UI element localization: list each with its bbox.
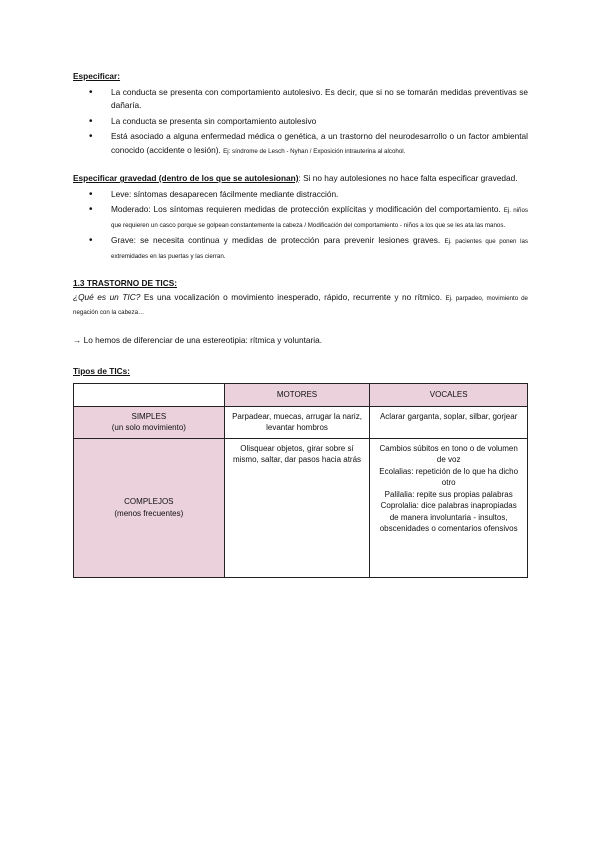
tics-definition [73,291,528,320]
item-text: Está asociado a alguna enfermedad médica o genética, a un trastorno del neurodesarrollo o un factor ambiental conocido (accidente o lesión). [111,131,528,155]
row-label: COMPLEJOS [124,497,174,506]
severity-heading: Especificar gravedad (dentro de los que se autolesionan) [73,173,299,183]
vocal-item: Ecolalias: repetición de lo que ha dicho otro [379,466,519,487]
severity-list [73,188,528,264]
row-label: SIMPLES [131,411,167,421]
table-row [74,438,528,577]
item-text: Grave: se necesita continua y medidas de protección para prevenir lesiones graves. [111,235,441,245]
list-item [111,203,528,232]
item-text: La conducta se presenta sin comportamiento autolesivo [111,115,317,126]
tics-answer-note: Ej. parpadeo, movimiento de negación con la cabeza… [73,294,528,316]
item-text: Leve: síntomas desaparecen fácilmente mediante distracción. [111,188,339,199]
item-text: Moderado: Los síntomas requieren medidas de protección explícitas y modificación del comportamiento. [111,204,501,214]
specify-list [73,86,528,159]
document-page [73,70,528,578]
empty-cell [74,383,225,406]
stereotypy-note: → Lo hemos de diferenciar de una estereotipia: rítmica y voluntaria. [73,334,323,345]
tics-answer: Es una vocalización o movimiento inesperado, rápido, recurrente y no rítmico. [143,291,443,302]
list-item [111,86,528,113]
item-note: Ej. pacientes que ponen las extremidades en las puertas y las cierran. [111,238,528,260]
vocal-item: Cambios súbitos en tono o de volumen de voz [379,443,518,464]
cell-simple-motor: Parpadear, muecas, arrugar la nariz, levantar hombros [224,406,370,438]
list-item [111,234,528,263]
specify-heading: Especificar: [73,71,121,81]
cell-complex-motor: Olisquear objetos, girar sobre sí mismo, saltar, dar pasos hacia atrás [224,438,370,577]
row-sublabel: (un solo movimiento) [111,423,186,432]
list-item [111,188,528,202]
vocal-item: Palilalia: repite sus propias palabras [384,489,513,499]
row-header-simple [74,406,225,438]
list-item [111,115,528,129]
cell-complex-vocal [370,438,528,577]
item-note: Ej: síndrome de Lesch - Nyhan / Exposición intrauterina al alcohol. [223,147,406,155]
severity-heading-line [73,172,528,186]
tics-question: ¿Qué es un TIC? [73,291,141,302]
vocal-item: Coprolalia: dice palabras inapropiadas de manera involuntaria - insultos, obscenidades o comentarios ofensivos [379,501,518,533]
list-item [111,130,528,158]
types-heading: Tipos de TICs: [73,366,131,376]
item-note: Ej. niños que requieren un casco porque se golpean constantemente la cabeza / Modificación del comportamiento - niños a los que se les ata las manos. [111,207,529,229]
tics-heading: 1.3 TRASTORNO DE TICS: [73,278,178,288]
item-text: La conducta se presenta con comportamiento autolesivo. Es decir, que si no se tomarán medidas preventivas se dañaría. [111,86,528,110]
row-sublabel: (menos frecuentes) [114,508,184,518]
table-row [74,406,528,438]
row-header-complex [74,438,225,577]
cell-simple-vocal: Aclarar garganta, soplar, silbar, gorjear [370,406,528,438]
col-header-vocal: VOCALES [370,383,528,406]
col-header-motor: MOTORES [224,383,370,406]
severity-heading-rest: : Si no hay autolesiones no hace falta especificar gravedad. [298,173,518,183]
table-header-row [74,383,528,406]
tic-types-table [73,383,528,578]
